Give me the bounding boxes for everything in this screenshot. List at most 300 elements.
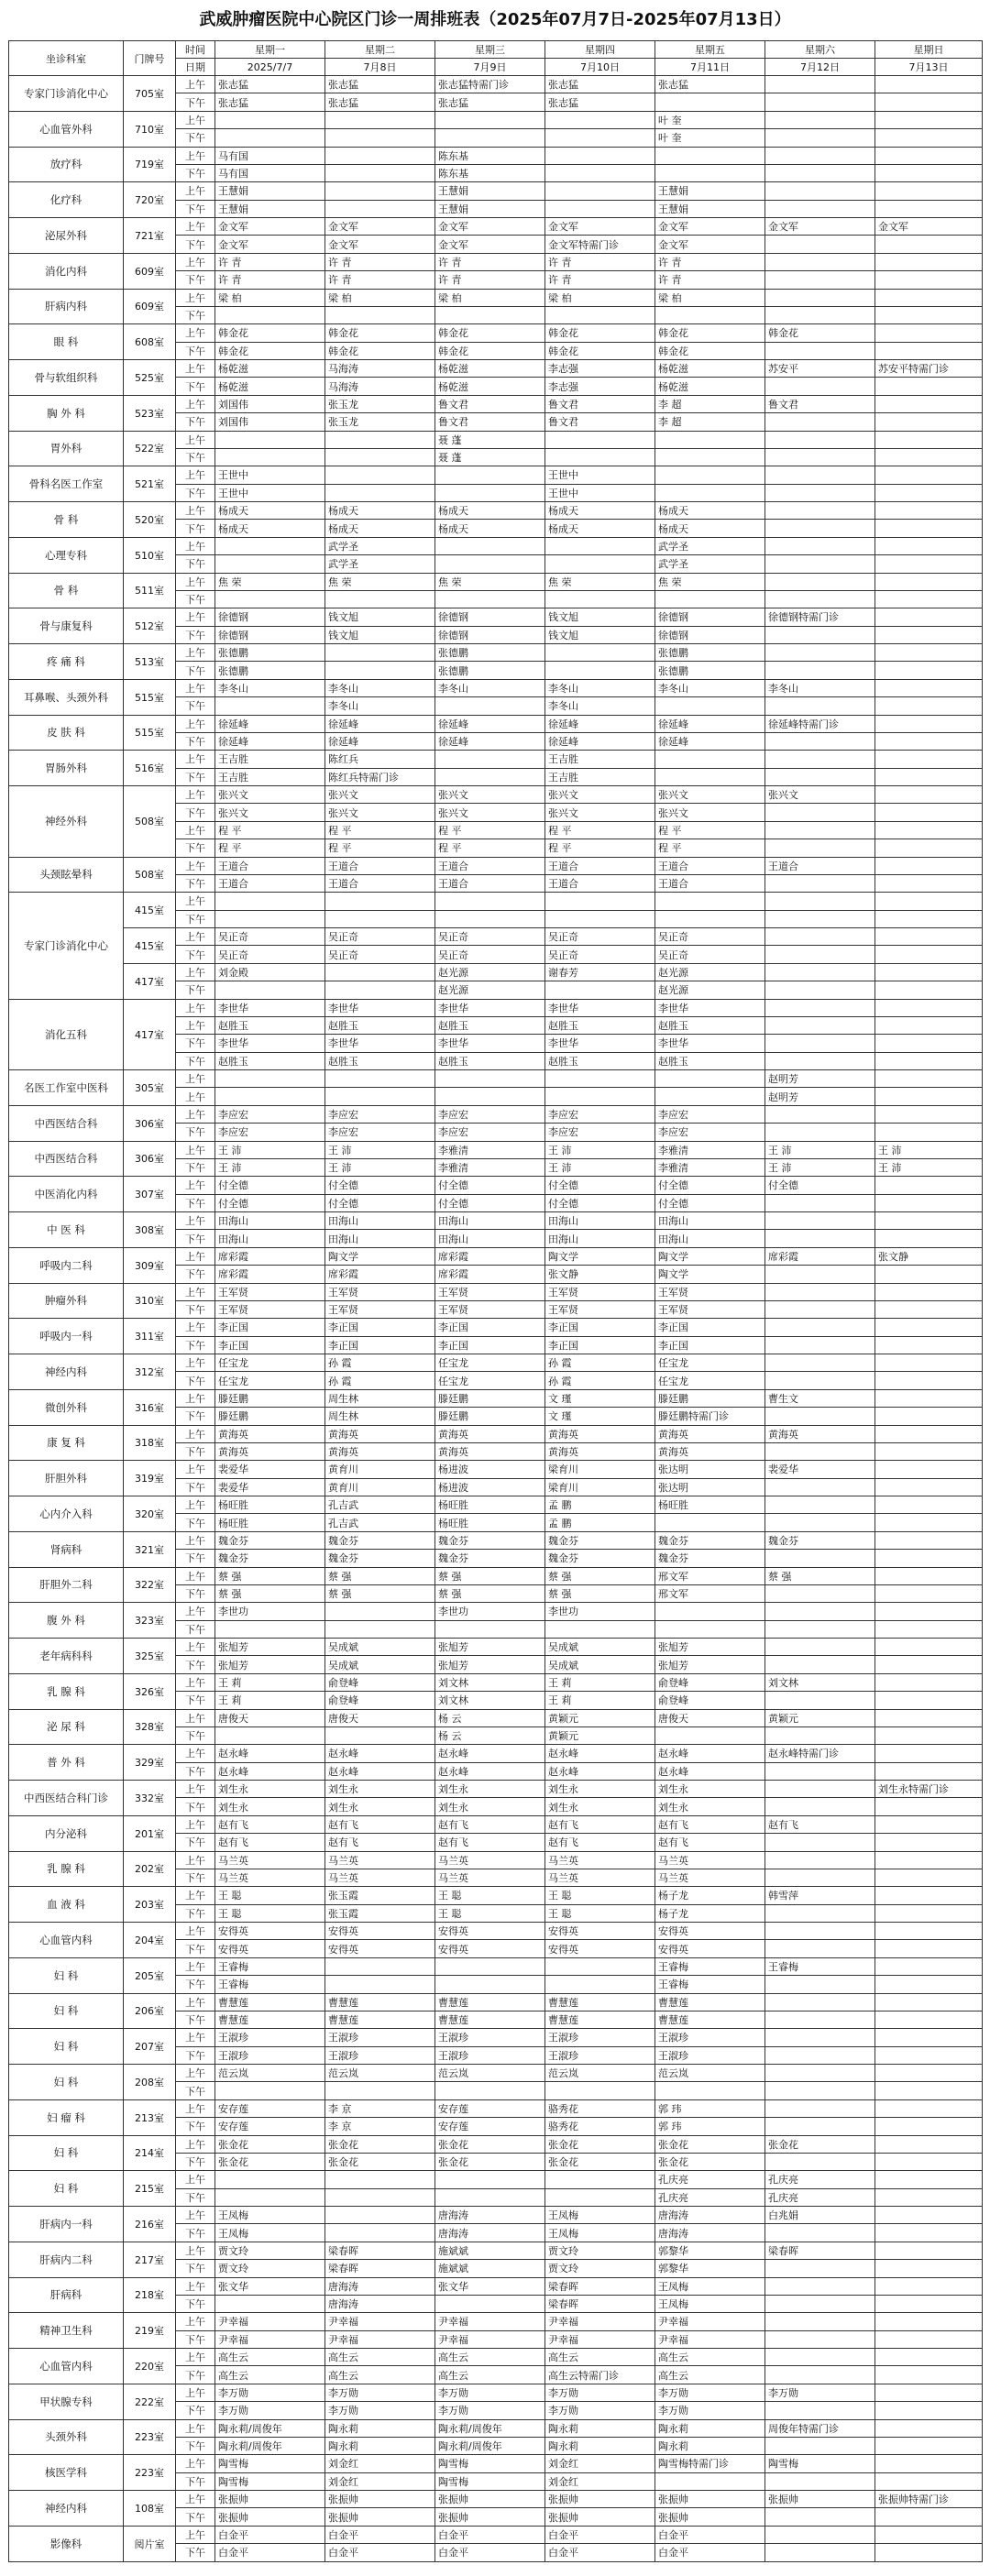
doctor-cell: 程 平 <box>325 839 435 857</box>
time-cell: 下午 <box>176 1478 215 1496</box>
doctor-cell: 程 平 <box>215 839 325 857</box>
doctor-cell <box>765 1124 875 1141</box>
doctor-cell: 田海山 <box>215 1212 325 1230</box>
doctor-cell <box>875 2472 983 2490</box>
doctor-cell: 张旭芳 <box>215 1639 325 1656</box>
doctor-cell <box>875 1584 983 1602</box>
room-cell: 214室 <box>124 2135 176 2171</box>
dept-cell: 肝胆外二科 <box>9 1567 124 1603</box>
doctor-cell: 任宝龙 <box>655 1372 765 1389</box>
time-cell: 下午 <box>176 2472 215 2490</box>
time-cell: 上午 <box>176 1389 215 1407</box>
doctor-cell <box>655 93 765 111</box>
doctor-cell: 王淑珍 <box>655 2029 765 2046</box>
doctor-cell: 陶永莉 <box>545 2419 655 2437</box>
doctor-cell: 俞登峰 <box>325 1673 435 1691</box>
time-cell: 下午 <box>176 164 215 181</box>
doctor-cell: 田海山 <box>435 1212 545 1230</box>
time-cell: 下午 <box>176 1620 215 1638</box>
time-cell: 下午 <box>176 1656 215 1673</box>
doctor-cell: 韩金花 <box>215 324 325 342</box>
doctor-cell: 黄海英 <box>545 1425 655 1442</box>
doctor-cell: 李应宏 <box>545 1105 655 1123</box>
doctor-cell: 范云岚 <box>435 2065 545 2082</box>
doctor-cell: 贾文玲 <box>545 2242 655 2259</box>
dept-cell: 康 复 科 <box>9 1425 124 1461</box>
doctor-cell <box>765 910 875 927</box>
doctor-cell: 黄海英 <box>435 1442 545 1460</box>
doctor-cell: 田海山 <box>545 1230 655 1247</box>
room-cell: 202室 <box>124 1851 176 1887</box>
doctor-cell <box>215 1620 325 1638</box>
doctor-cell: 梁 柏 <box>215 289 325 306</box>
doctor-cell: 韩金花 <box>215 342 325 359</box>
doctor-cell: 梁育川 <box>545 1478 655 1496</box>
doctor-cell: 韩金花 <box>655 342 765 359</box>
doctor-cell: 李万勋 <box>655 2384 765 2401</box>
doctor-cell <box>875 644 983 662</box>
doctor-cell: 赵明芳 <box>765 1088 875 1105</box>
doctor-cell: 李 超 <box>655 413 765 431</box>
room-cell: 307室 <box>124 1177 176 1212</box>
time-cell: 下午 <box>176 1158 215 1176</box>
doctor-cell: 王 莉 <box>215 1692 325 1709</box>
doctor-cell: 曹慧莲 <box>655 2011 765 2028</box>
dept-cell: 放疗科 <box>9 147 124 182</box>
doctor-cell: 李应宏 <box>215 1124 325 1141</box>
room-cell: 609室 <box>124 289 176 324</box>
doctor-cell <box>325 147 435 164</box>
table-row <box>9 289 983 306</box>
doctor-cell: 赵有飞 <box>545 1815 655 1833</box>
doctor-cell: 马海涛 <box>325 378 435 395</box>
dept-cell: 老年病科科 <box>9 1639 124 1674</box>
doctor-cell <box>875 2188 983 2206</box>
doctor-cell: 李应宏 <box>655 1105 765 1123</box>
doctor-cell <box>655 2082 765 2099</box>
doctor-cell: 张玉龙 <box>325 413 435 431</box>
doctor-cell <box>875 1603 983 1620</box>
doctor-cell <box>435 466 545 484</box>
doctor-cell <box>875 537 983 554</box>
doctor-cell: 许 青 <box>435 271 545 289</box>
doctor-cell <box>655 147 765 164</box>
doctor-cell: 安得英 <box>545 1940 655 1957</box>
doctor-cell: 田海山 <box>325 1230 435 1247</box>
dept-cell: 头颈眩晕科 <box>9 857 124 893</box>
time-cell: 下午 <box>176 555 215 573</box>
time-cell: 上午 <box>176 1923 215 1940</box>
doctor-cell <box>215 555 325 573</box>
doctor-cell: 安得英 <box>215 1940 325 1957</box>
doctor-cell: 席彩霞 <box>325 1266 435 1283</box>
doctor-cell: 韩金花 <box>545 324 655 342</box>
dept-cell: 乳 腺 科 <box>9 1851 124 1887</box>
doctor-cell <box>875 662 983 679</box>
time-cell: 上午 <box>176 395 215 412</box>
table-row <box>9 1389 983 1407</box>
doctor-cell <box>765 1692 875 1709</box>
doctor-cell <box>875 1550 983 1567</box>
doctor-cell: 唐海涛 <box>435 2224 545 2242</box>
doctor-cell: 高生云 <box>325 2349 435 2366</box>
doctor-cell: 张金花 <box>435 2153 545 2170</box>
doctor-cell: 黄颖元 <box>545 1726 655 1744</box>
doctor-cell <box>765 1194 875 1211</box>
doctor-cell: 李万勋 <box>655 2402 765 2419</box>
doctor-cell: 孔庆亮 <box>765 2171 875 2188</box>
room-cell: 705室 <box>124 76 176 112</box>
doctor-cell: 王 聪 <box>545 1887 655 1904</box>
dept-cell: 肝病内一科 <box>9 2207 124 2242</box>
doctor-cell: 王 聪 <box>215 1904 325 1922</box>
doctor-cell: 刘金红 <box>545 2455 655 2472</box>
time-cell: 上午 <box>176 1709 215 1726</box>
doctor-cell <box>875 1425 983 1442</box>
doctor-cell <box>325 164 435 181</box>
doctor-cell: 陶永莉/周俊年 <box>215 2437 325 2454</box>
doctor-cell <box>545 893 655 910</box>
doctor-cell <box>215 2295 325 2312</box>
doctor-cell: 杨旺胜 <box>655 1496 765 1514</box>
doctor-cell: 蔡 强 <box>545 1567 655 1584</box>
table-row <box>9 1639 983 1656</box>
dept-cell: 妇 科 <box>9 2029 124 2065</box>
doctor-cell: 王军贤 <box>215 1283 325 1300</box>
table-row <box>9 2455 983 2472</box>
doctor-cell: 吴成斌 <box>545 1639 655 1656</box>
doctor-cell: 张兴文 <box>545 804 655 821</box>
doctor-cell <box>875 2082 983 2099</box>
table-row <box>9 466 983 484</box>
doctor-cell: 黄颖元 <box>545 1709 655 1726</box>
doctor-cell <box>655 1620 765 1638</box>
doctor-cell: 蔡 强 <box>215 1584 325 1602</box>
doctor-cell: 高生云 <box>545 2349 655 2366</box>
doctor-cell: 张旭芳 <box>435 1639 545 1656</box>
doctor-cell: 王凤梅 <box>545 2207 655 2224</box>
table-row <box>9 253 983 270</box>
doctor-cell <box>765 306 875 323</box>
doctor-cell: 赵永峰 <box>545 1745 655 1762</box>
doctor-cell: 蔡 强 <box>765 1567 875 1584</box>
header-date-cell: 7月11日 <box>655 59 765 76</box>
doctor-cell: 杨成天 <box>545 520 655 537</box>
doctor-cell: 安得英 <box>325 1923 435 1940</box>
doctor-cell <box>765 732 875 750</box>
time-cell: 上午 <box>176 76 215 93</box>
room-cell: 108室 <box>124 2491 176 2527</box>
time-cell: 下午 <box>176 306 215 323</box>
doctor-cell: 陶文学 <box>655 1247 765 1265</box>
doctor-cell: 周生林 <box>325 1408 435 1425</box>
doctor-cell <box>875 93 983 111</box>
time-cell: 上午 <box>176 360 215 378</box>
doctor-cell: 付全德 <box>545 1194 655 1211</box>
doctor-cell <box>765 1620 875 1638</box>
time-cell: 上午 <box>176 2135 215 2153</box>
dept-cell: 肝病内二科 <box>9 2242 124 2277</box>
doctor-cell: 鲁文君 <box>545 395 655 412</box>
doctor-cell <box>875 289 983 306</box>
doctor-cell: 任宝龙 <box>435 1372 545 1389</box>
doctor-cell: 赵明芳 <box>765 1070 875 1088</box>
doctor-cell <box>875 2384 983 2401</box>
doctor-cell <box>875 2224 983 2242</box>
doctor-cell <box>655 1070 765 1088</box>
doctor-cell: 李万勋 <box>545 2384 655 2401</box>
doctor-cell: 焦 荣 <box>435 573 545 590</box>
doctor-cell: 王吉胜 <box>215 768 325 785</box>
doctor-cell: 李应宏 <box>545 1124 655 1141</box>
doctor-cell <box>435 484 545 501</box>
doctor-cell: 鲁文君 <box>435 413 545 431</box>
page-title: 武威肿瘤医院中心院区门诊一周排班表（2025年07月7日-2025年07月13日） <box>199 10 791 29</box>
dept-cell: 中西医结合科 <box>9 1141 124 1177</box>
doctor-cell: 许 青 <box>325 271 435 289</box>
doctor-cell: 马兰英 <box>655 1869 765 1886</box>
doctor-cell <box>875 2437 983 2454</box>
doctor-cell: 钱文旭 <box>545 626 655 643</box>
doctor-cell: 张达明 <box>655 1461 765 1478</box>
time-cell: 上午 <box>176 324 215 342</box>
time-cell: 上午 <box>176 1851 215 1869</box>
doctor-cell: 李雅清 <box>655 1141 765 1158</box>
doctor-cell <box>875 324 983 342</box>
room-cell: 515室 <box>124 679 176 715</box>
table-row <box>9 2029 983 2046</box>
doctor-cell <box>875 1887 983 1904</box>
doctor-cell: 李雅清 <box>655 1158 765 1176</box>
doctor-cell: 黄育川 <box>325 1478 435 1496</box>
room-cell: 308室 <box>124 1212 176 1248</box>
time-cell: 下午 <box>176 2437 215 2454</box>
doctor-cell: 孔吉武 <box>325 1496 435 1514</box>
doctor-cell <box>765 2544 875 2561</box>
doctor-cell: 刘金红 <box>325 2472 435 2490</box>
time-cell: 下午 <box>176 2508 215 2526</box>
room-cell: 216室 <box>124 2207 176 2242</box>
doctor-cell: 曹生文 <box>765 1389 875 1407</box>
doctor-cell: 陈东基 <box>435 147 545 164</box>
doctor-cell: 梁春晖 <box>545 2295 655 2312</box>
doctor-cell: 鲁文君 <box>435 395 545 412</box>
doctor-cell <box>875 2526 983 2543</box>
time-cell: 下午 <box>176 378 215 395</box>
doctor-cell: 唐俊天 <box>215 1709 325 1726</box>
room-cell: 511室 <box>124 573 176 608</box>
doctor-cell: 杨乾滋 <box>655 360 765 378</box>
doctor-cell: 孔吉武 <box>325 1514 435 1531</box>
time-cell: 下午 <box>176 768 215 785</box>
doctor-cell: 张达明 <box>655 1478 765 1496</box>
doctor-cell: 黄海英 <box>325 1425 435 1442</box>
doctor-cell: 安得英 <box>325 1940 435 1957</box>
doctor-cell <box>875 1300 983 1318</box>
doctor-cell: 谢春芳 <box>545 963 655 981</box>
doctor-cell: 王道合 <box>655 857 765 874</box>
doctor-cell <box>765 448 875 466</box>
doctor-cell: 王世中 <box>215 466 325 484</box>
doctor-cell <box>765 2046 875 2064</box>
doctor-cell <box>765 200 875 217</box>
dept-cell: 肾病科 <box>9 1531 124 1567</box>
doctor-cell: 张金花 <box>655 2135 765 2153</box>
table-row <box>9 1531 983 1549</box>
doctor-cell: 张金花 <box>325 2135 435 2153</box>
room-cell: 508室 <box>124 786 176 858</box>
doctor-cell: 金文军 <box>875 218 983 236</box>
doctor-cell <box>875 608 983 626</box>
doctor-cell <box>875 2153 983 2170</box>
doctor-cell <box>545 1088 655 1105</box>
dept-cell: 呼吸内二科 <box>9 1247 124 1283</box>
doctor-cell: 徐德钢 <box>435 608 545 626</box>
doctor-cell: 刘生永 <box>435 1798 545 1815</box>
doctor-cell <box>765 2277 875 2295</box>
time-cell: 上午 <box>176 1887 215 1904</box>
room-cell: 320室 <box>124 1496 176 1532</box>
doctor-cell: 张志猛 <box>435 93 545 111</box>
time-cell: 上午 <box>176 2419 215 2437</box>
doctor-cell: 金文军 <box>655 218 765 236</box>
doctor-cell <box>765 963 875 981</box>
doctor-cell <box>215 2188 325 2206</box>
doctor-cell <box>435 1976 545 1993</box>
doctor-cell: 吴正奇 <box>435 946 545 963</box>
doctor-cell <box>435 751 545 768</box>
schedule-table <box>8 40 983 2562</box>
doctor-cell <box>875 2455 983 2472</box>
time-cell: 下午 <box>176 2330 215 2348</box>
doctor-cell: 付全德 <box>435 1177 545 1194</box>
doctor-cell: 赵永峰 <box>215 1745 325 1762</box>
doctor-cell <box>765 946 875 963</box>
doctor-cell <box>875 2029 983 2046</box>
doctor-cell <box>765 1230 875 1247</box>
doctor-cell <box>765 1283 875 1300</box>
doctor-cell: 王道合 <box>215 857 325 874</box>
doctor-cell: 张德鹏 <box>435 662 545 679</box>
doctor-cell: 高生云 <box>215 2349 325 2366</box>
doctor-cell: 滕廷鹏 <box>215 1389 325 1407</box>
doctor-cell: 张振帅 <box>325 2508 435 2526</box>
doctor-cell: 杨乾滋 <box>215 378 325 395</box>
doctor-cell <box>435 1620 545 1638</box>
doctor-cell: 杨进波 <box>435 1461 545 1478</box>
doctor-cell: 焦 荣 <box>215 573 325 590</box>
header-room: 门牌号 <box>124 41 176 76</box>
doctor-cell: 唐海涛 <box>325 2295 435 2312</box>
doctor-cell <box>875 2366 983 2384</box>
doctor-cell: 孙 霞 <box>545 1354 655 1372</box>
doctor-cell: 李世华 <box>325 999 435 1016</box>
table-row <box>9 1425 983 1442</box>
table-row <box>9 751 983 768</box>
doctor-cell: 李冬山 <box>545 679 655 696</box>
time-cell: 上午 <box>176 928 215 946</box>
doctor-cell: 范云岚 <box>655 2065 765 2082</box>
doctor-cell: 郭黎华 <box>655 2242 765 2259</box>
doctor-cell <box>765 662 875 679</box>
doctor-cell: 焦 荣 <box>325 573 435 590</box>
doctor-cell: 张旭芳 <box>655 1639 765 1656</box>
time-cell: 下午 <box>176 2046 215 2064</box>
doctor-cell <box>765 182 875 200</box>
table-row <box>9 1354 983 1372</box>
time-cell: 上午 <box>176 1603 215 1620</box>
doctor-cell: 陶文学 <box>655 1266 765 1283</box>
doctor-cell: 王道合 <box>215 874 325 892</box>
doctor-cell: 赵永峰 <box>435 1762 545 1780</box>
doctor-cell: 李正国 <box>435 1336 545 1354</box>
table-row <box>9 786 983 804</box>
doctor-cell <box>875 1389 983 1407</box>
doctor-cell: 赵有飞 <box>765 1815 875 1833</box>
doctor-cell <box>875 2295 983 2312</box>
doctor-cell <box>545 129 655 147</box>
doctor-cell <box>765 1993 875 2011</box>
doctor-cell <box>545 182 655 200</box>
time-cell: 上午 <box>176 1461 215 1478</box>
room-cell: 720室 <box>124 182 176 218</box>
time-cell: 上午 <box>176 1673 215 1691</box>
doctor-cell: 赵有飞 <box>655 1834 765 1851</box>
room-cell: 521室 <box>124 466 176 502</box>
doctor-cell: 王军贤 <box>325 1283 435 1300</box>
doctor-cell <box>875 2099 983 2117</box>
doctor-cell: 焦 荣 <box>655 573 765 590</box>
doctor-cell: 陶雪梅 <box>765 2455 875 2472</box>
doctor-cell <box>545 644 655 662</box>
time-cell: 上午 <box>176 1745 215 1762</box>
doctor-cell: 张志猛 <box>215 93 325 111</box>
doctor-cell: 许 青 <box>215 253 325 270</box>
time-cell: 下午 <box>176 1834 215 1851</box>
dept-cell: 妇 科 <box>9 1993 124 2029</box>
doctor-cell: 王睿梅 <box>655 1976 765 1993</box>
dept-cell: 胸 外 科 <box>9 395 124 431</box>
header-date: 日期 <box>176 59 215 76</box>
time-cell: 下午 <box>176 2224 215 2242</box>
doctor-cell: 王道合 <box>325 874 435 892</box>
doctor-cell: 唐海涛 <box>655 2224 765 2242</box>
doctor-cell <box>875 1354 983 1372</box>
time-cell: 上午 <box>176 751 215 768</box>
dept-cell: 中医消化内科 <box>9 1177 124 1212</box>
doctor-cell: 田海山 <box>215 1230 325 1247</box>
doctor-cell: 张金花 <box>325 2153 435 2170</box>
doctor-cell <box>875 2260 983 2277</box>
room-cell: 215室 <box>124 2171 176 2207</box>
doctor-cell <box>875 981 983 999</box>
doctor-cell: 张文华 <box>435 2277 545 2295</box>
doctor-cell <box>325 1957 435 1975</box>
doctor-cell: 钱文旭 <box>325 608 435 626</box>
doctor-cell <box>875 1514 983 1531</box>
doctor-cell: 李世华 <box>655 1035 765 1052</box>
dept-cell: 乳 腺 科 <box>9 1673 124 1709</box>
doctor-cell: 张金花 <box>215 2135 325 2153</box>
room-cell: 217室 <box>124 2242 176 2277</box>
room-cell: 515室 <box>124 715 176 751</box>
doctor-cell: 席彩霞 <box>215 1247 325 1265</box>
doctor-cell: 陶文学 <box>545 1247 655 1265</box>
doctor-cell <box>875 1442 983 1460</box>
doctor-cell: 吴正奇 <box>655 946 765 963</box>
doctor-cell <box>875 910 983 927</box>
doctor-cell: 陶永莉/周俊年 <box>435 2419 545 2437</box>
